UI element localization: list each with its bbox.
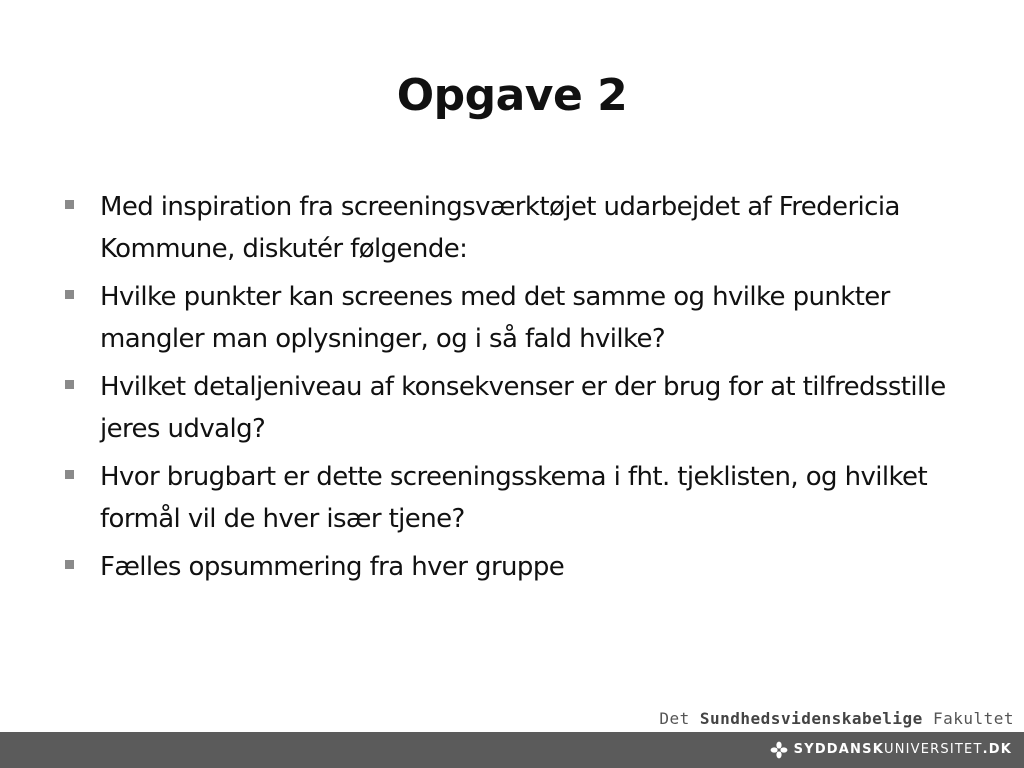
square-bullet-icon [65, 200, 74, 209]
flower-logo-icon [770, 741, 788, 759]
bullet-list [62, 186, 962, 594]
university-wordmark: SYDDANSKUNIVERSITET.DK [793, 742, 1012, 757]
bullet-text: Hvilket detaljeniveau af konsekvenser er der brug for at tilfredsstille jeres udvalg? [100, 372, 946, 444]
bullet-text: Fælles opsummering fra hver gruppe [100, 552, 565, 582]
bullet-item [62, 276, 962, 360]
bullet-item [62, 546, 962, 588]
faculty-name-bold: Sundhedsvidenskabelige [699, 709, 923, 728]
bullet-item [62, 186, 962, 270]
slide-title: Opgave 2 [396, 70, 628, 121]
square-bullet-icon [65, 380, 74, 389]
faculty-suffix: Fakultet [932, 709, 1014, 728]
bullet-item [62, 456, 962, 540]
bullet-text: Hvilke punkter kan screenes med det samme og hvilke punkter mangler man oplysninger, og i så fald hvilke? [100, 282, 890, 354]
bullet-text: Hvor brugbart er dette screeningsskema i fht. tjeklisten, og hvilket formål vil de hver især tjene? [100, 462, 928, 534]
university-logo [770, 740, 1012, 760]
faculty-prefix: Det [659, 709, 690, 728]
square-bullet-icon [65, 470, 74, 479]
faculty-name [659, 708, 1014, 730]
square-bullet-icon [65, 290, 74, 299]
bullet-text: Med inspiration fra screeningsværktøjet udarbejdet af Fredericia Kommune, diskutér følgende: [100, 192, 900, 264]
bullet-item [62, 366, 962, 450]
square-bullet-icon [65, 560, 74, 569]
